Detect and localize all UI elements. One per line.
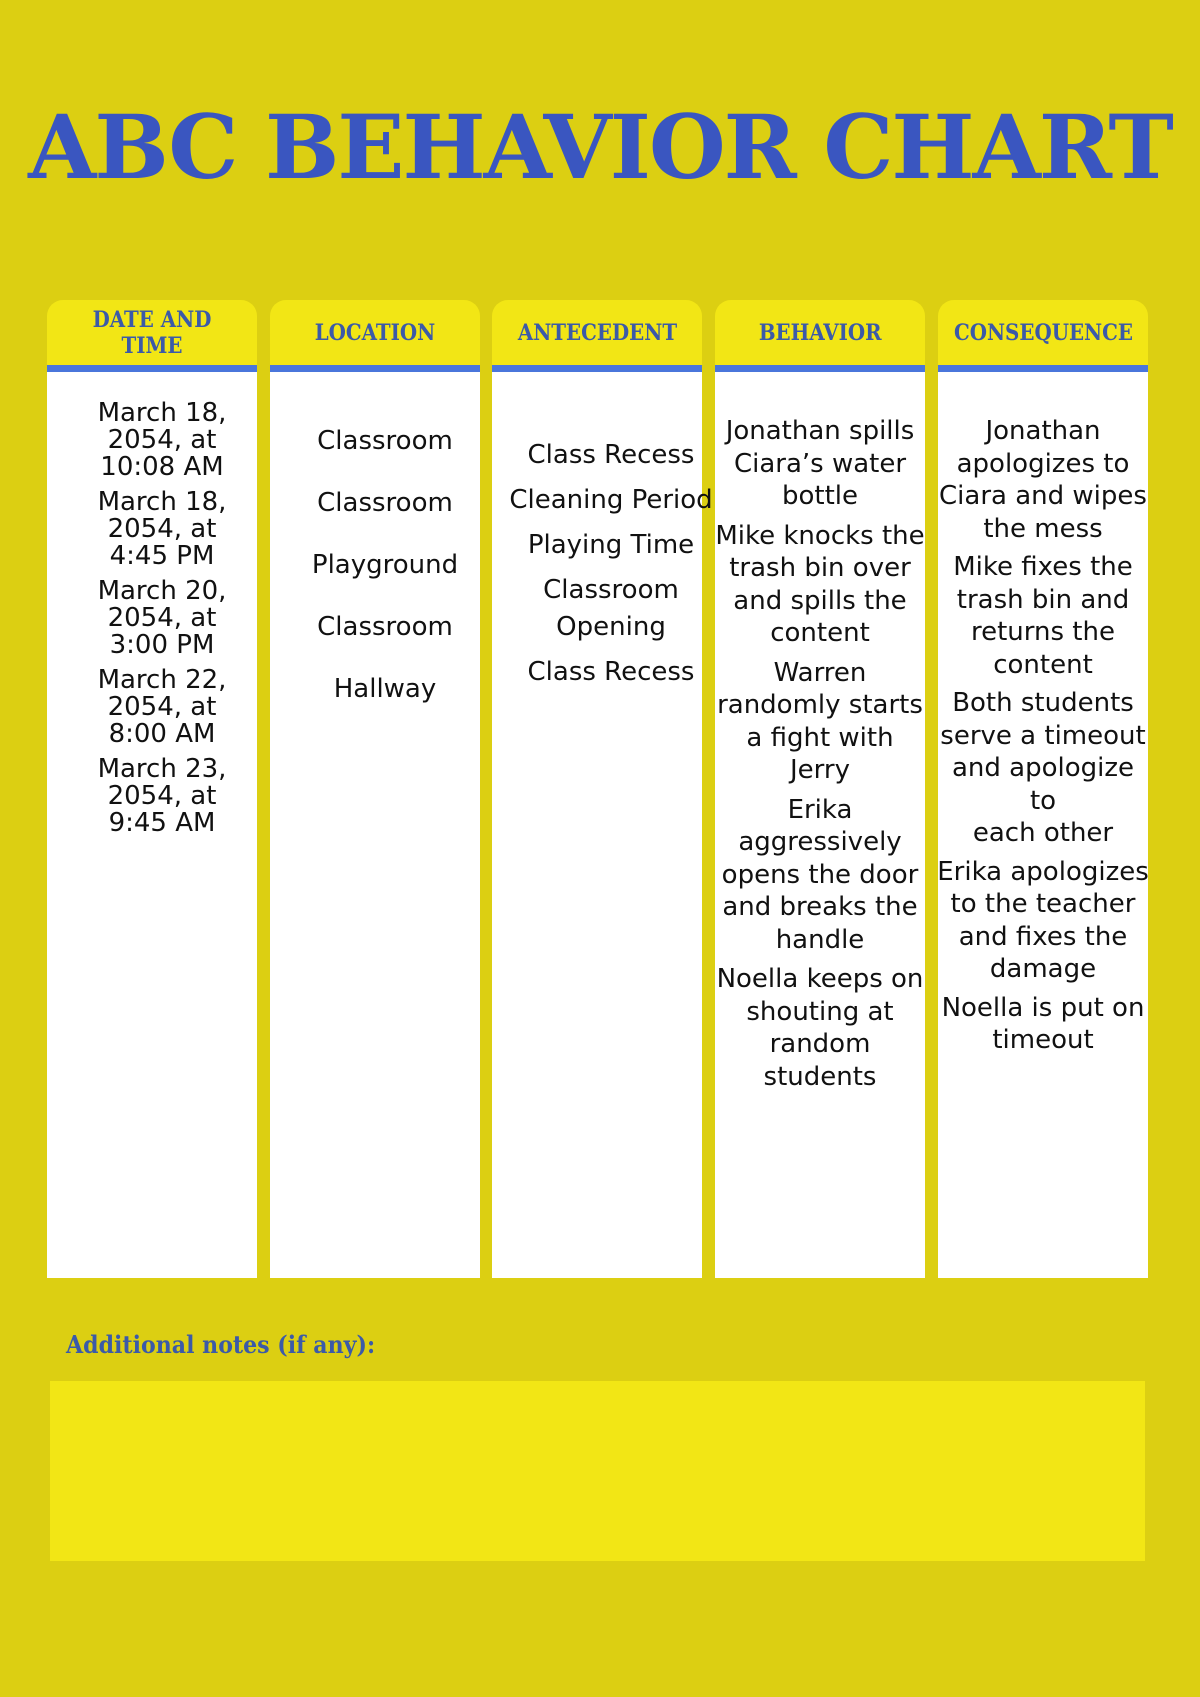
column-header-label: LOCATION — [314, 319, 436, 346]
list-item: Class Recess — [527, 657, 695, 687]
list-item: Mike knocks the trash bin over and spills the content — [715, 520, 925, 648]
list-item: Erika aggressively opens the door and breaks the handle — [721, 794, 919, 955]
header-divider — [492, 365, 702, 372]
column-behavior — [715, 300, 925, 1278]
list-item: March 18, 2054, at 4:45 PM — [97, 487, 227, 571]
entries-list — [936, 415, 1150, 1057]
list-item: Classroom — [317, 426, 453, 456]
column-header-label: ANTECEDENT — [517, 319, 677, 346]
list-item: Both students serve a timeout and apologize to each other — [940, 688, 1146, 848]
list-item: Classroom Opening — [543, 575, 679, 642]
list-item: March 20, 2054, at 3:00 PM — [97, 576, 227, 660]
entries-list — [713, 415, 927, 1093]
page-title: ABC BEHAVIOR CHART — [28, 95, 1172, 199]
header-divider — [938, 365, 1148, 372]
header-divider — [270, 365, 480, 372]
column-header — [270, 300, 480, 365]
entries-list — [506, 437, 716, 691]
list-item: March 23, 2054, at 9:45 AM — [97, 754, 227, 838]
list-item: Erika apologizes to the teacher and fixes the damage — [937, 856, 1149, 984]
column-header-label: CONSEQUENCE — [953, 319, 1133, 346]
list-item: Noella keeps on shouting at random students — [716, 964, 924, 1092]
column-header — [47, 300, 257, 365]
list-item: Playing Time — [527, 530, 695, 560]
list-item: Classroom — [317, 488, 453, 518]
list-item: Jonathan spills Ciara’s water bottle — [725, 416, 915, 511]
list-item: Mike fixes the trash bin and returns the content — [953, 552, 1133, 680]
notes-field[interactable] — [50, 1381, 1145, 1561]
column-header — [715, 300, 925, 365]
list-item: Hallway — [333, 674, 437, 704]
list-item: March 18, 2054, at 10:08 AM — [97, 398, 227, 482]
column-header — [938, 300, 1148, 365]
column-header-label: BEHAVIOR — [758, 319, 882, 346]
header-divider — [715, 365, 925, 372]
list-item: Noella is put on timeout — [941, 992, 1145, 1055]
header-divider — [47, 365, 257, 372]
column-header — [492, 300, 702, 365]
column-location — [270, 300, 480, 1278]
notes-label: Additional notes (if any): — [66, 1330, 376, 1359]
list-item: Classroom — [317, 612, 453, 642]
list-item: Warren randomly starts a fight with Jerry — [717, 657, 923, 785]
entries-list — [280, 427, 490, 704]
column-date-time — [47, 300, 257, 1278]
list-item: March 22, 2054, at 8:00 AM — [97, 665, 227, 749]
entries-list — [57, 400, 267, 837]
list-item: Playground — [311, 550, 459, 580]
column-antecedent — [492, 300, 713, 1278]
column-consequence — [938, 300, 1148, 1278]
list-item: Class Recess — [527, 440, 695, 470]
list-item: Jonathan apologizes to Ciara and wipes the mess — [939, 416, 1147, 544]
list-item: Cleaning Period — [509, 485, 713, 515]
column-header-label: DATE AND TIME — [92, 306, 212, 359]
